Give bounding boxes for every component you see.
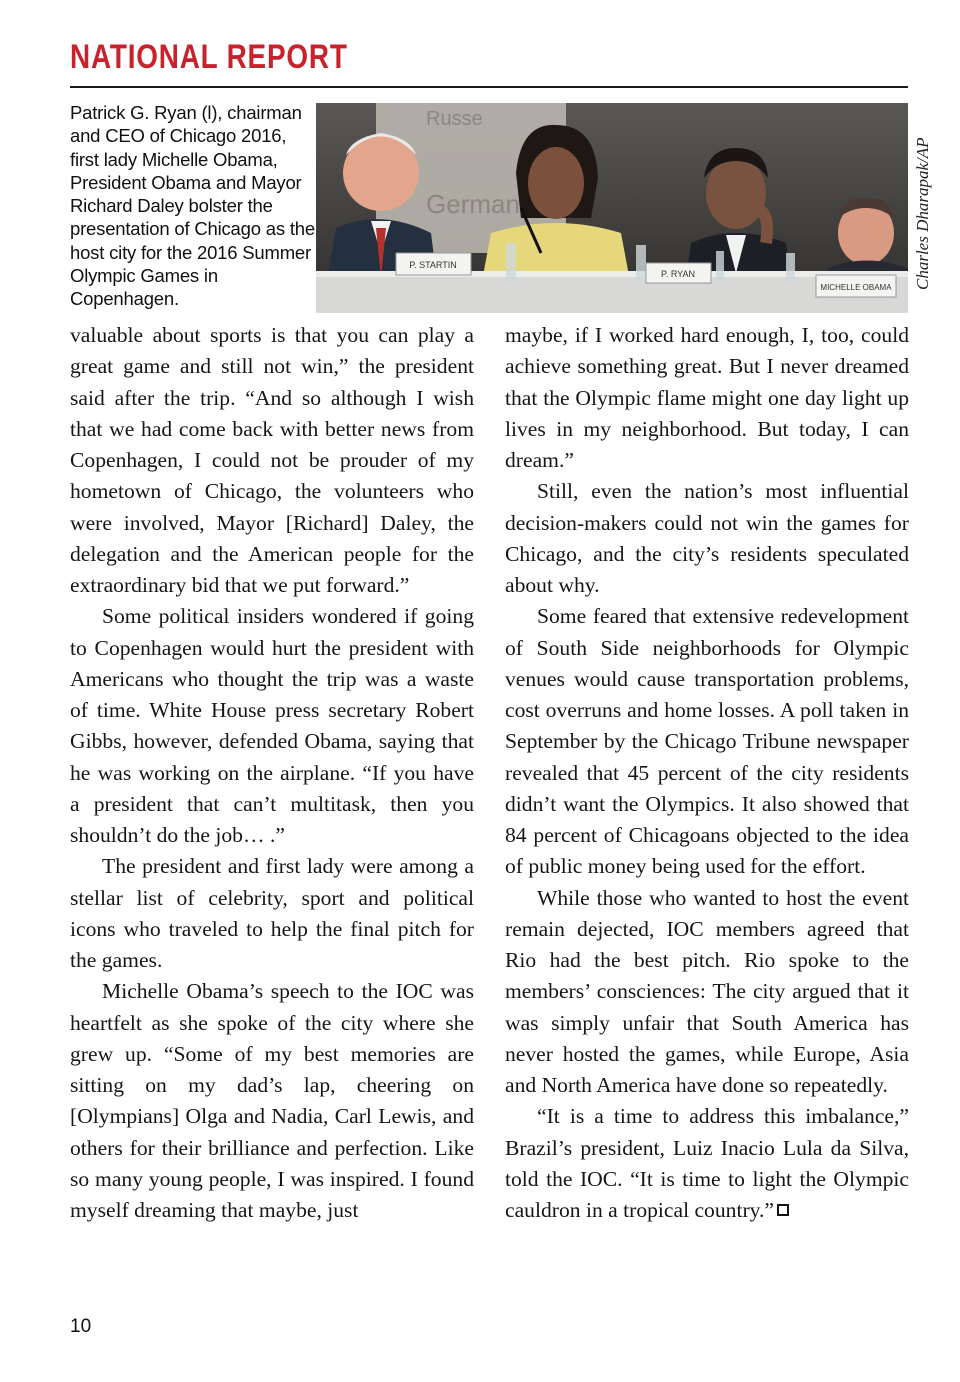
section-title: NATIONAL REPORT [70, 38, 348, 76]
page-number: 10 [70, 1316, 92, 1337]
backdrop-text: German [426, 189, 520, 219]
paragraph: maybe, if I worked hard enough, I, too, could achieve something great. But I never dreamed that the Olympic flame might one day light up lives in my neighborhood. But today, I can dream.” [505, 323, 909, 472]
article-column-left [70, 320, 474, 1226]
paragraph: “It is a time to address this imbalance,” Brazil’s president, Luiz Inacio Lula da Silva, told the IOC. “It is time to light the Olympic cauldron in a tropical country.” [505, 1104, 909, 1222]
nameplate [816, 275, 896, 297]
paragraph-last [505, 1101, 909, 1226]
paragraph: valuable about sports is that you can play a great game and still not win,” the president said after the trip. “And so although I wish that we had come back with better news from Copenhagen, I could not be prouder of my hometown of Chicago, the volunteers who were involved, Mayor [Richard] Daley, the delegation and the American people for the extraordinary bid that we put forward.” [70, 323, 474, 597]
nameplate [646, 263, 711, 283]
paragraph: Some feared that extensive redevelopment of South Side neighborhoods for Olympic venues would cause transportation problems, cost overruns and home losses. A poll taken in September by the Chicago Tribune newspaper revealed that 45 percent of the city residents didn’t want the Olympics. It also showed that 84 percent of Chicagoans objected to the idea of public money being used for the effort. [505, 604, 909, 879]
nameplate-text: P. STARTIN [409, 260, 457, 270]
article-column-right [505, 320, 909, 1226]
photo-caption: Patrick G. Ryan (l), chairman and CEO of Chicago 2016, first lady Michelle Obama, President Obama and Mayor Richard Daley bolster the presentation of Chicago as the host city for the 2016 Summer Olympic Games in Copenhagen. [70, 102, 315, 310]
paragraph: Michelle Obama’s speech to the IOC was heartfelt as she spoke of the city where she grew up. “Some of my best memories are sitting on my dad’s lap, cheering on [Olympians] Olga and Nadia, Carl Lewis, and others for their brilliance and perfection. Like so many young people, I was inspired. I found myself dreaming that maybe, just [70, 979, 474, 1222]
photo-credit: Charles Dharapak/AP [913, 137, 932, 290]
header-rule [70, 86, 908, 88]
nameplate-text: MICHELLE OBAMA [820, 283, 892, 292]
photo-illustration [316, 103, 908, 313]
nameplate-text: P. RYAN [660, 269, 696, 279]
nameplate [396, 253, 471, 275]
paragraph: The president and first lady were among a stellar list of celebrity, sport and political icons who traveled to help the final pitch for the games. [70, 854, 474, 972]
end-mark-icon [777, 1204, 789, 1216]
photo [316, 103, 908, 313]
paragraph: Still, even the nation’s most influential decision-makers could not win the games for Chicago, and the city’s residents speculated about why. [505, 479, 909, 597]
paragraph: While those who wanted to host the event remain dejected, IOC members agreed that Rio had the best pitch. Rio spoke to the members’ consciences: The city argued that it was simply unfair that South America has never hosted the games, while Europe, Asia and North America have done so repeatedly. [505, 885, 909, 1097]
paragraph: Some political insiders wondered if going to Copenhagen would hurt the president with Americans who thought the trip was a waste of time. White House press secretary Robert Gibbs, however, defended Obama, saying that he was working on the airplane. “If you have a president that can’t multitask, then you shouldn’t do the job… .” [70, 604, 474, 847]
backdrop-text: Russe [426, 108, 483, 130]
